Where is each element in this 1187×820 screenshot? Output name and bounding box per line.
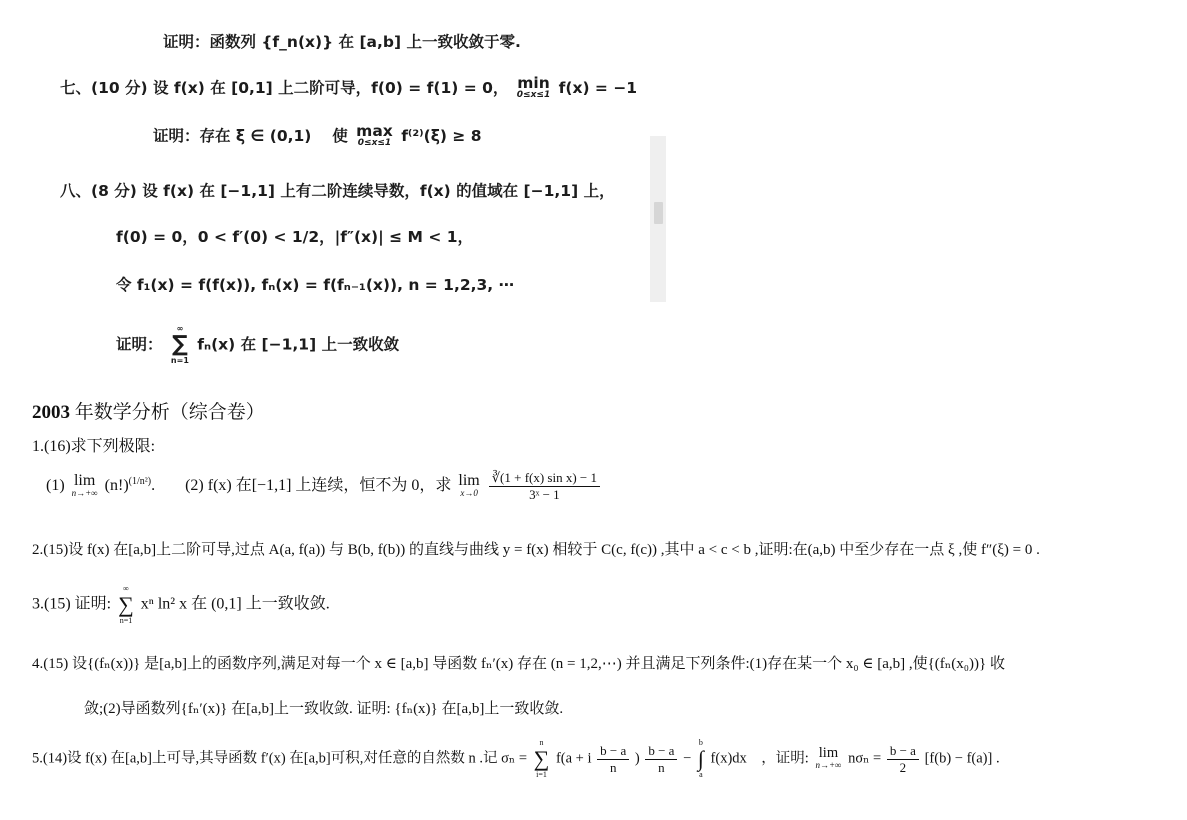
question-1-heading: 1.(16)求下列极限:: [32, 438, 156, 455]
section-title: [32, 397, 265, 424]
question-4-line-1: 4.(15) 设{(fₙ(x))} 是[a,b]上的函数序列,满足对每一个 x ∈ [a,b] 导函数 fₙ′(x) 存在 (n = 1,2,⋯) 并且满足下列条件:(1)存在某一个 x₀ ∈ [a,b] ,使{(fₙ(x₀))} 收: [32, 656, 1005, 672]
q5-minus: −: [683, 750, 692, 767]
sum-upper-limit: ∞: [123, 584, 129, 593]
question-1-parts: [46, 470, 602, 503]
integral-symbol: ∫: [697, 746, 704, 771]
sum-symbol: ∑: [118, 592, 134, 617]
q5-fraction-3: [887, 743, 919, 776]
limit-operator: lim: [73, 471, 96, 489]
sum-symbol: ∑: [533, 746, 550, 771]
q3-heading: 3.(15) 证明:: [32, 595, 112, 613]
sum-lower-limit: n=1: [170, 356, 189, 365]
sum-lower-limit: i=1: [536, 770, 547, 779]
problem-7-proof-text: 证明：存在 ξ ∈ (0,1) 使: [153, 127, 348, 145]
question-4-line-2: 敛;(2)导函数列{fₙ′(x)} 在[a,b]上一致收敛. 证明: {fₙ(x)} 在[a,b]上一致收敛.: [84, 701, 564, 717]
min-operator: min: [517, 73, 550, 92]
q5-limit: [815, 747, 841, 771]
sum-lower-limit: n=1: [119, 616, 133, 625]
fraction-denominator: 3ˣ − 1: [529, 487, 560, 502]
problem-7-max-expr: f⁽²⁾(ξ) ≥ 8: [401, 127, 482, 145]
fraction-denominator: 2: [899, 759, 907, 775]
problem-7-max: [356, 121, 393, 149]
min-subscript: 0≤x≤1: [516, 89, 551, 100]
integral-lower-limit: a: [699, 770, 703, 779]
q5-integral: [698, 738, 704, 780]
q1-part2-text: (2) f(x) 在[−1,1] 上连续，恒不为 0，求: [185, 477, 452, 495]
question-2: 2.(15)设 f(x) 在[a,b]上二阶可导,过点 A(a, f(a)) 与 B(b, f(b)) 的直线与曲线 y = f(x) 相较于 C(c, f(c)) ,其中 a < c < b ,证明:在(a,b) 中至少存在一点 ξ ,使 f″(ξ) = 0 .: [32, 542, 1040, 558]
q1-part1-limit: [71, 471, 98, 499]
problem-7-statement: [60, 73, 638, 101]
question-3: [32, 584, 330, 626]
q5-limit-expr: nσₙ =: [848, 750, 882, 767]
fraction-numerator: ∛(1 + f(x) sin x) − 1: [489, 470, 600, 487]
limit-operator: lim: [458, 471, 480, 489]
limit-subscript: x→0: [460, 487, 478, 498]
scan-line-1: 证明：函数列 {f_n(x)} 在 [a,b] 上一致收敛于零.: [163, 33, 521, 51]
q5-fraction-1: [597, 743, 629, 776]
problem-8-proof: [116, 324, 399, 366]
q1-part1-end: .: [151, 477, 156, 495]
problem-7-text: 七、(10 分) 设 f(x) 在 [0,1] 上二阶可导，f(0) = f(1) = 0，: [60, 79, 509, 97]
fraction-numerator: b − a: [597, 743, 629, 760]
q1-part1-label: (1): [46, 477, 65, 495]
q1-part2-limit: [458, 471, 480, 499]
limit-subscript: n→+∞: [71, 487, 98, 498]
problem-8-statement: 八、(8 分) 设 f(x) 在 [−1,1] 上有二阶连续导数，f(x) 的值域在 [−1,1] 上，: [60, 182, 615, 200]
problem-7-proof: [153, 121, 482, 149]
problem-8-definition: 令 f₁(x) = f(f(x)), fₙ(x) = f(fₙ₋₁(x)), n = 1,2,3, ⋯: [116, 276, 515, 294]
problem-7-min: [516, 73, 551, 101]
integral-upper-limit: b: [698, 738, 703, 747]
fraction-denominator: n: [609, 759, 617, 775]
problem-8-sum: [171, 324, 189, 366]
max-operator: max: [356, 121, 393, 140]
sum-symbol: ∑: [172, 332, 188, 357]
q5-term-close: ): [634, 750, 640, 767]
q3-sum: [118, 584, 134, 626]
q5-heading: 5.(14)设 f(x) 在[a,b]上可导,其导函数 f′(x) 在[a,b]可积,对任意的自然数 n .记 σₙ =: [32, 750, 528, 767]
q3-text: xⁿ ln² x 在 (0,1] 上一致收敛.: [140, 595, 330, 613]
q5-term-start: f(a + i: [555, 750, 592, 767]
q5-sum: [534, 738, 550, 780]
sum-upper-limit: n: [539, 738, 544, 747]
q5-integrand: f(x)dx ，证明:: [710, 750, 809, 767]
scan-gray-thumb: [654, 202, 663, 224]
limit-subscript: n→+∞: [815, 760, 842, 770]
q5-end: [f(b) − f(a)] .: [924, 750, 1000, 767]
q1-part2-fraction: [489, 470, 600, 503]
max-subscript: 0≤x≤1: [357, 137, 392, 148]
fraction-numerator: b − a: [645, 743, 677, 760]
q1-part1-expr: (n!): [104, 477, 129, 495]
problem-8-proof-text: fₙ(x) 在 [−1,1] 上一致收敛: [197, 335, 400, 354]
problem-7-min-value: f(x) = −1: [558, 79, 638, 97]
problem-8-proof-label: 证明：: [116, 335, 163, 354]
q5-fraction-2: [645, 743, 677, 776]
sum-upper-limit: ∞: [176, 324, 184, 333]
section-title-text: 年数学分析（综合卷）: [70, 402, 265, 423]
fraction-numerator: b − a: [887, 743, 919, 760]
limit-operator: lim: [818, 745, 839, 761]
problem-8-conditions: f(0) = 0，0 < f′(0) < 1/2，|f″(x)| ≤ M < 1，: [116, 228, 474, 246]
q1-part1-exponent: (1/n²): [128, 475, 152, 487]
section-title-year: 2003: [32, 402, 70, 423]
question-5: [32, 738, 1000, 780]
fraction-denominator: n: [658, 759, 665, 775]
